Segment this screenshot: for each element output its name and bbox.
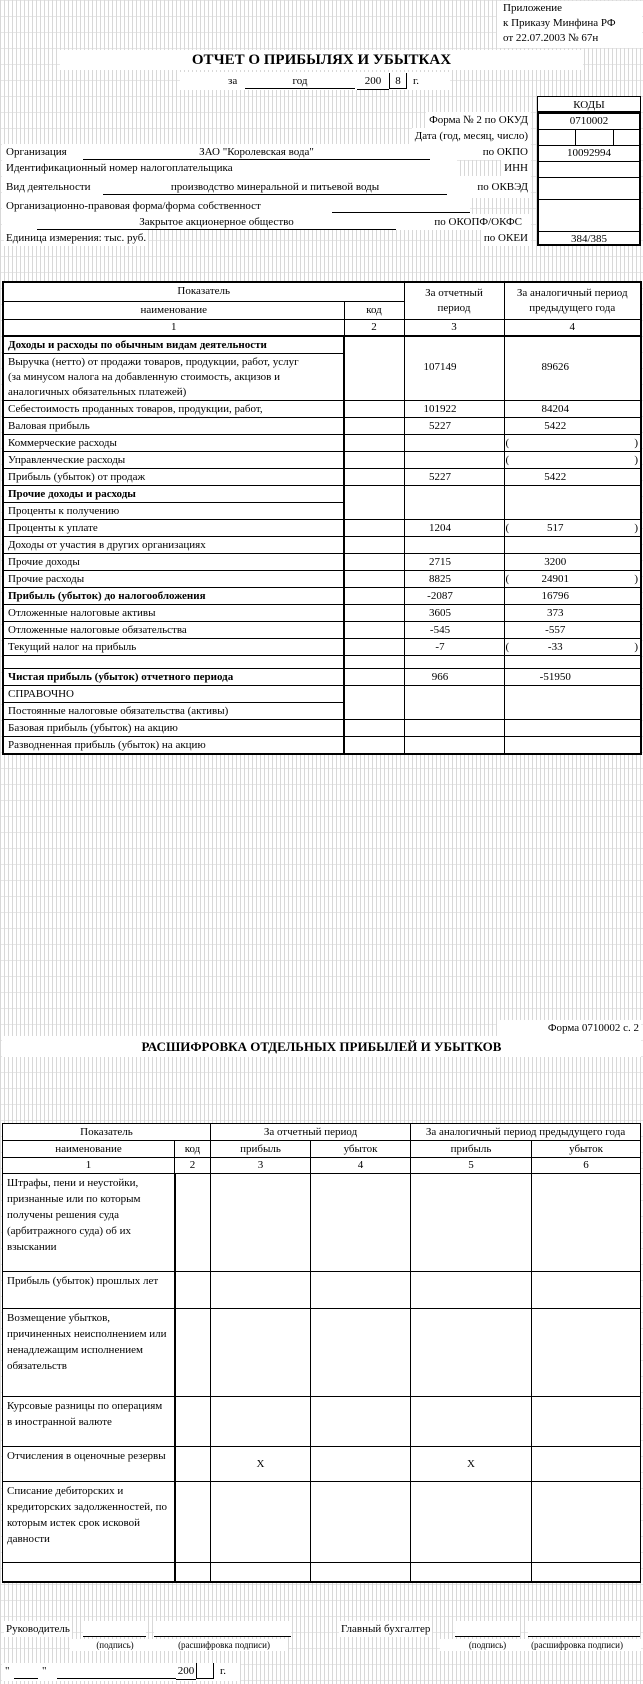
date-label: Дата (год, месяц, число): [412, 128, 531, 144]
t1-col-index: 4: [504, 319, 641, 336]
t1-value-current-cell[interactable]: [404, 519, 504, 536]
quote-mark: ": [5, 1665, 10, 1677]
t1-value-current-cell[interactable]: [404, 621, 504, 638]
okpo-code-cell[interactable]: 10092994: [539, 146, 639, 162]
t2-profit-current-cell[interactable]: [211, 1272, 311, 1309]
legal-form-label: Организационно-правовая форма/форма собственност: [6, 200, 261, 212]
t2-header-current: За отчетный период: [211, 1124, 411, 1141]
t1-code-cell[interactable]: [344, 736, 404, 754]
date-year-prefix: 200: [176, 1663, 196, 1680]
open-paren: (: [505, 436, 510, 449]
quote-mark: ": [42, 1665, 47, 1677]
chief-accountant-label: Главный бухгалтер: [341, 1623, 431, 1635]
t1-header-current-line1: За отчетный: [425, 286, 483, 299]
t2-loss-current-cell[interactable]: [311, 1447, 411, 1482]
t1-row: [3, 434, 641, 451]
t2-name-cell: Отчисления в оценочные резервы: [3, 1447, 175, 1482]
t1-name-cell: Прибыль (убыток) от продаж: [3, 468, 344, 485]
t1-col-index: 3: [404, 319, 504, 336]
t2-name-cell: Курсовые разницы по операциям в иностранной валюте: [3, 1397, 175, 1447]
t2-col-index: 5: [411, 1158, 532, 1174]
t2-col-index: 2: [175, 1158, 211, 1174]
t2-profit-current-cell[interactable]: [211, 1309, 311, 1397]
cell-value: 8825: [429, 572, 451, 585]
t1-value-current-cell[interactable]: [404, 417, 504, 434]
annex-line: от 22.07.2003 № 67н: [503, 32, 599, 44]
t2-header-profit: прибыль: [411, 1141, 532, 1158]
cell-value: 3605: [429, 606, 451, 619]
annex-note: [497, 1, 642, 48]
t2-header-previous: За аналогичный период предыдущего года: [411, 1124, 641, 1141]
t2-loss-previous-cell[interactable]: [532, 1309, 641, 1397]
t1-name-cell: Чистая прибыль (убыток) отчетного периода: [3, 668, 344, 685]
t2-profit-previous-cell[interactable]: [411, 1563, 532, 1582]
t1-header-previous-line2: предыдущего года: [529, 301, 616, 314]
cell-value: 3200: [544, 555, 567, 568]
t1-code-cell[interactable]: [344, 336, 404, 401]
t1-row: [3, 553, 641, 570]
t1-header-name: наименование: [3, 301, 344, 319]
t1-value-previous-cell[interactable]: [504, 536, 641, 553]
legal-form-value-field[interactable]: Закрытое акционерное общество: [37, 214, 396, 230]
income-statement-table: [2, 281, 642, 755]
t1-code-cell[interactable]: [344, 553, 404, 570]
chief-accountant-name-line[interactable]: [528, 1621, 640, 1637]
t2-row: [3, 1309, 641, 1397]
t2-profit-current-cell[interactable]: Х: [211, 1447, 311, 1482]
t1-value-previous-cell[interactable]: [504, 553, 641, 570]
t1-row: [3, 519, 641, 536]
t1-row: [3, 451, 641, 468]
cell-value: -51950: [539, 670, 571, 683]
cell-value: 373: [547, 606, 564, 619]
page2-title: РАСШИФРОВКА ОТДЕЛЬНЫХ ПРИБЫЛЕЙ И УБЫТКОВ: [2, 1036, 641, 1057]
t1-value-current-cell[interactable]: [404, 336, 504, 401]
close-paren: ): [634, 436, 638, 449]
period-year-field[interactable]: год: [245, 73, 355, 89]
t2-profit-previous-cell[interactable]: [411, 1174, 532, 1272]
open-paren: (: [505, 572, 510, 585]
t1-name-cell: Себестоимость проданных товаров, продукции, работ,: [3, 400, 344, 417]
t2-name-cell: Прибыль (убыток) прошлых лет: [3, 1272, 175, 1309]
t1-code-cell[interactable]: [344, 668, 404, 685]
t1-value-previous-cell[interactable]: [504, 451, 641, 468]
okpo-label: по ОКПО: [480, 144, 531, 160]
t1-col-index: 2: [344, 319, 404, 336]
t1-header-current: [404, 282, 504, 319]
director-name-line[interactable]: [154, 1621, 291, 1637]
t1-value-current-cell[interactable]: [404, 685, 504, 719]
t1-name-cell: Прочие расходы: [3, 570, 344, 587]
t1-row: [3, 668, 641, 685]
cell-value: 2715: [429, 555, 451, 568]
signature-caption: (подпись): [440, 1639, 535, 1651]
t1-row: [3, 570, 641, 587]
t2-code-cell[interactable]: [175, 1397, 211, 1447]
t1-value-current-cell[interactable]: [404, 587, 504, 604]
t1-value-current-cell[interactable]: [404, 468, 504, 485]
t2-loss-previous-cell[interactable]: [532, 1397, 641, 1447]
t2-profit-previous-cell[interactable]: [411, 1482, 532, 1563]
t1-name-cell: Постоянные налоговые обязательства (активы): [3, 702, 344, 719]
cell-value: -545: [429, 623, 451, 636]
cell-value: 16796: [541, 589, 569, 602]
date-day-field[interactable]: [14, 1663, 38, 1679]
t1-index-row: [3, 319, 641, 336]
cell-value: 84204: [541, 402, 569, 415]
t2-profit-current-cell[interactable]: [211, 1397, 311, 1447]
t1-code-cell[interactable]: [344, 719, 404, 736]
t1-name-cell: Проценты к уплате: [3, 519, 344, 536]
codes-box: [537, 112, 641, 246]
t1-code-cell[interactable]: [344, 587, 404, 604]
t2-header-code: код: [175, 1141, 211, 1158]
t1-value-current-cell[interactable]: [404, 553, 504, 570]
t1-row: [3, 336, 641, 354]
t2-row: [3, 1447, 641, 1482]
t2-loss-previous-cell[interactable]: [532, 1174, 641, 1272]
cell-value: 1204: [429, 521, 451, 534]
okved-label: по ОКВЭД: [474, 179, 531, 195]
breakdown-table: [2, 1123, 641, 1583]
t1-value-current-cell[interactable]: [404, 736, 504, 754]
t1-row: [3, 400, 641, 417]
organization-label: Организация: [6, 146, 67, 158]
t2-row: [3, 1272, 641, 1309]
t2-header-indicator: Показатель: [3, 1124, 211, 1141]
t2-code-cell[interactable]: [175, 1447, 211, 1482]
cell-value: 89626: [541, 361, 569, 373]
t2-profit-current-cell[interactable]: [211, 1482, 311, 1563]
cell-value: 517: [547, 521, 564, 534]
t1-value-current-cell[interactable]: [404, 434, 504, 451]
t1-value-previous-cell[interactable]: [504, 400, 641, 417]
t1-code-cell[interactable]: [344, 604, 404, 621]
page-title: ОТЧЕТ О ПРИБЫЛЯХ И УБЫТКАХ: [60, 50, 583, 70]
t2-header-profit: прибыль: [211, 1141, 311, 1158]
t1-col-index: 1: [3, 319, 344, 336]
t1-name-cell: [3, 655, 344, 668]
t1-value-current-cell[interactable]: [404, 536, 504, 553]
okopf-label: по ОКОПФ/ОКФС: [431, 214, 525, 230]
t2-name-cell: [3, 1563, 175, 1582]
t2-loss-current-cell[interactable]: [311, 1174, 411, 1272]
t1-code-cell[interactable]: [344, 536, 404, 553]
signature-decode-caption: (расшифровка подписи): [513, 1639, 641, 1651]
date-code-cell[interactable]: [539, 130, 639, 146]
t1-code-cell[interactable]: [344, 638, 404, 655]
okved-code-cell[interactable]: [539, 178, 639, 200]
t1-name-cell: Управленческие расходы: [3, 451, 344, 468]
open-paren: (: [505, 521, 510, 534]
t1-row: [3, 719, 641, 736]
t1-name-cell: Отложенные налоговые обязательства: [3, 621, 344, 638]
t1-value-previous-cell[interactable]: [504, 434, 641, 451]
t1-name-cell: Проценты к получению: [3, 502, 344, 519]
activity-label: Вид деятельности: [6, 181, 91, 193]
okud-label: Форма № 2 по ОКУД: [426, 112, 531, 128]
t1-row: [3, 655, 641, 668]
t1-name-cell: Коммерческие расходы: [3, 434, 344, 451]
t1-value-previous-cell[interactable]: [504, 336, 641, 401]
cell-value: 5227: [429, 470, 451, 483]
inn-label: ИНН: [501, 160, 531, 176]
t1-name-cell: Текущий налог на прибыль: [3, 638, 344, 655]
t2-code-cell[interactable]: [175, 1482, 211, 1563]
t1-header-previous-line1: За аналогичный период: [516, 286, 628, 299]
t1-header-row: [3, 282, 641, 301]
t1-name-cell: Базовая прибыль (убыток) на акцию: [3, 719, 344, 736]
t1-header-code: код: [344, 301, 404, 319]
t1-name-cell: Прочие доходы и расходы: [3, 485, 344, 502]
t1-code-cell[interactable]: [344, 417, 404, 434]
t1-code-cell[interactable]: [344, 655, 404, 668]
date-month-field[interactable]: [57, 1663, 176, 1679]
annex-line: Приложение: [503, 2, 563, 14]
open-paren: (: [505, 453, 510, 466]
t1-row: [3, 685, 641, 702]
t1-name-cell: Выручка (нетто) от продажи товаров, продукции, работ, услуг (за минусом налога на добавленную стоимость, акцизов и аналогичных обязательных платежей): [3, 353, 344, 400]
form-page-note: Форма 0710002 с. 2: [497, 1020, 641, 1036]
t1-code-cell[interactable]: [344, 434, 404, 451]
open-paren: (: [505, 640, 510, 653]
okopf-code-cell[interactable]: [539, 200, 639, 232]
t2-code-cell[interactable]: [175, 1272, 211, 1309]
t1-header-indicator: Показатель: [3, 282, 404, 301]
t1-value-previous-cell[interactable]: [504, 519, 641, 536]
legal-form-field-blank[interactable]: [332, 198, 470, 213]
t2-profit-previous-cell[interactable]: [411, 1272, 532, 1309]
director-label: Руководитель: [6, 1623, 70, 1635]
t1-value-current-cell[interactable]: [404, 570, 504, 587]
cell-value: 101922: [423, 402, 457, 415]
t1-row: [3, 536, 641, 553]
t1-value-current-cell[interactable]: [404, 668, 504, 685]
t2-name-cell: Возмещение убытков, причиненных неисполнением или ненадлежащим исполнением обязательств: [3, 1309, 175, 1397]
signature-decode-caption: (расшифровка подписи): [160, 1639, 288, 1651]
period-year-digit-cell[interactable]: 8: [389, 73, 407, 89]
t1-row: [3, 638, 641, 655]
t1-name-cell: Валовая прибыль: [3, 417, 344, 434]
t1-row: [3, 604, 641, 621]
period-century: 200: [357, 73, 389, 90]
t1-name-cell: СПРАВОЧНО: [3, 685, 344, 702]
t1-value-current-cell[interactable]: [404, 400, 504, 417]
cell-value: 107149: [423, 361, 457, 373]
okei-label: по ОКЕИ: [481, 230, 531, 246]
codes-title-box: КОДЫ: [537, 96, 641, 112]
cell-value: 5422: [544, 419, 567, 432]
t2-loss-current-cell[interactable]: [311, 1309, 411, 1397]
t2-header-name: наименование: [3, 1141, 175, 1158]
t2-row: [3, 1397, 641, 1447]
t1-value-previous-cell[interactable]: [504, 468, 641, 485]
t2-subheader-row: [3, 1141, 641, 1158]
t2-name-cell: Штрафы, пени и неустойки, признанные или по которым получены решения суда (арбитражного суда) об их взыскании: [3, 1174, 175, 1272]
t2-code-cell[interactable]: [175, 1309, 211, 1397]
t2-header-loss: убыток: [532, 1141, 641, 1158]
t1-header-previous: [504, 282, 641, 319]
t2-col-index: 3: [211, 1158, 311, 1174]
t2-profit-previous-cell[interactable]: Х: [411, 1447, 532, 1482]
t1-header-current-line2: период: [437, 301, 471, 314]
inn-code-cell[interactable]: [539, 162, 639, 178]
annex-line: к Приказу Минфина РФ: [503, 17, 616, 29]
t1-name-cell: Разводненная прибыль (убыток) на акцию: [3, 736, 344, 754]
cell-value: -33: [547, 640, 563, 653]
period-g-label: г.: [413, 75, 420, 87]
t1-value-previous-cell[interactable]: [504, 417, 641, 434]
okei-code-cell[interactable]: 384/385: [570, 233, 608, 245]
t1-row: [3, 468, 641, 485]
t1-value-previous-cell[interactable]: [504, 621, 641, 638]
close-paren: ): [634, 453, 638, 466]
t2-col-index: 6: [532, 1158, 641, 1174]
t2-code-cell[interactable]: [175, 1174, 211, 1272]
t1-value-current-cell[interactable]: [404, 719, 504, 736]
t2-profit-current-cell[interactable]: [211, 1563, 311, 1582]
t1-code-cell[interactable]: [344, 400, 404, 417]
t1-row: [3, 587, 641, 604]
t1-code-cell[interactable]: [344, 451, 404, 468]
t1-value-current-cell[interactable]: [404, 604, 504, 621]
t2-loss-previous-cell[interactable]: [532, 1447, 641, 1482]
t1-name-cell: Доходы от участия в других организациях: [3, 536, 344, 553]
close-paren: ): [634, 572, 638, 585]
t1-value-current-cell[interactable]: [404, 655, 504, 668]
date-cell-divider: [575, 130, 576, 145]
t1-value-previous-cell[interactable]: [504, 668, 641, 685]
t1-value-previous-cell[interactable]: [504, 587, 641, 604]
t2-name-cell: Списание дебиторских и кредиторских задолженностей, по которым истек срок исковой давности: [3, 1482, 175, 1563]
t2-header-loss: убыток: [311, 1141, 411, 1158]
date-year-digit-field[interactable]: [196, 1663, 214, 1679]
t1-value-previous-cell[interactable]: [504, 604, 641, 621]
t2-profit-previous-cell[interactable]: [411, 1309, 532, 1397]
cell-value: -2087: [427, 589, 453, 602]
t1-row: [3, 736, 641, 754]
t1-row: [3, 485, 641, 502]
t1-code-cell[interactable]: [344, 468, 404, 485]
t1-value-previous-cell[interactable]: [504, 719, 641, 736]
chief-accountant-signature-line[interactable]: [455, 1621, 520, 1637]
t1-name-cell: Отложенные налоговые активы: [3, 604, 344, 621]
date-g-label: г.: [220, 1665, 227, 1677]
t1-code-cell[interactable]: [344, 685, 404, 719]
t2-index-row: [3, 1158, 641, 1174]
t2-col-index: 4: [311, 1158, 411, 1174]
t1-value-current-cell[interactable]: [404, 638, 504, 655]
t1-name-cell: Прочие доходы: [3, 553, 344, 570]
activity-value-field[interactable]: производство минеральной и питьевой воды: [103, 179, 447, 195]
cell-value: 966: [431, 670, 449, 683]
t2-row: [3, 1563, 641, 1582]
unit-label: Единица измерения: тыс. руб.: [6, 232, 147, 244]
date-cell-divider: [613, 130, 614, 145]
t1-value-previous-cell[interactable]: [504, 638, 641, 655]
t2-loss-current-cell[interactable]: [311, 1397, 411, 1447]
t2-loss-current-cell[interactable]: [311, 1272, 411, 1309]
t1-row: [3, 621, 641, 638]
close-paren: ): [634, 640, 638, 653]
t2-loss-previous-cell[interactable]: [532, 1563, 641, 1582]
okud-code-cell[interactable]: 0710002: [539, 114, 639, 130]
t1-name-cell: Прибыль (убыток) до налогообложения: [3, 587, 344, 604]
t2-row: [3, 1482, 641, 1563]
cell-value: -7: [435, 640, 445, 653]
t1-code-cell[interactable]: [344, 621, 404, 638]
t1-value-previous-cell[interactable]: [504, 655, 641, 668]
t1-value-previous-cell[interactable]: [504, 736, 641, 754]
t2-code-cell[interactable]: [175, 1563, 211, 1582]
t1-value-previous-cell[interactable]: [504, 685, 641, 719]
t1-value-current-cell[interactable]: [404, 451, 504, 468]
t2-col-index: 1: [3, 1158, 175, 1174]
t1-value-current-cell[interactable]: [404, 485, 504, 519]
t2-header-row: [3, 1124, 641, 1141]
t2-loss-previous-cell[interactable]: [532, 1272, 641, 1309]
t2-loss-current-cell[interactable]: [311, 1563, 411, 1582]
t2-row: [3, 1174, 641, 1272]
t1-row: [3, 417, 641, 434]
organization-value-field[interactable]: ЗАО "Королевская вода": [83, 144, 430, 160]
cell-value: 24901: [541, 572, 569, 585]
cell-value: 5422: [544, 470, 567, 483]
t1-code-cell[interactable]: [344, 519, 404, 536]
t2-loss-previous-cell[interactable]: [532, 1482, 641, 1563]
t1-value-previous-cell[interactable]: [504, 485, 641, 519]
t2-loss-current-cell[interactable]: [311, 1482, 411, 1563]
t2-profit-current-cell[interactable]: [211, 1174, 311, 1272]
director-signature-line[interactable]: [83, 1621, 146, 1637]
period-za-label: за: [228, 75, 238, 87]
t1-value-previous-cell[interactable]: [504, 570, 641, 587]
close-paren: ): [634, 521, 638, 534]
cell-value: 5227: [429, 419, 451, 432]
signature-caption: (подпись): [70, 1639, 160, 1651]
t2-profit-previous-cell[interactable]: [411, 1397, 532, 1447]
t1-code-cell[interactable]: [344, 485, 404, 519]
cell-value: -557: [545, 623, 566, 636]
inn-left-label: Идентификационный номер налогоплательщика: [6, 162, 233, 174]
t1-name-cell: Доходы и расходы по обычным видам деятельности: [3, 336, 344, 354]
t1-code-cell[interactable]: [344, 570, 404, 587]
